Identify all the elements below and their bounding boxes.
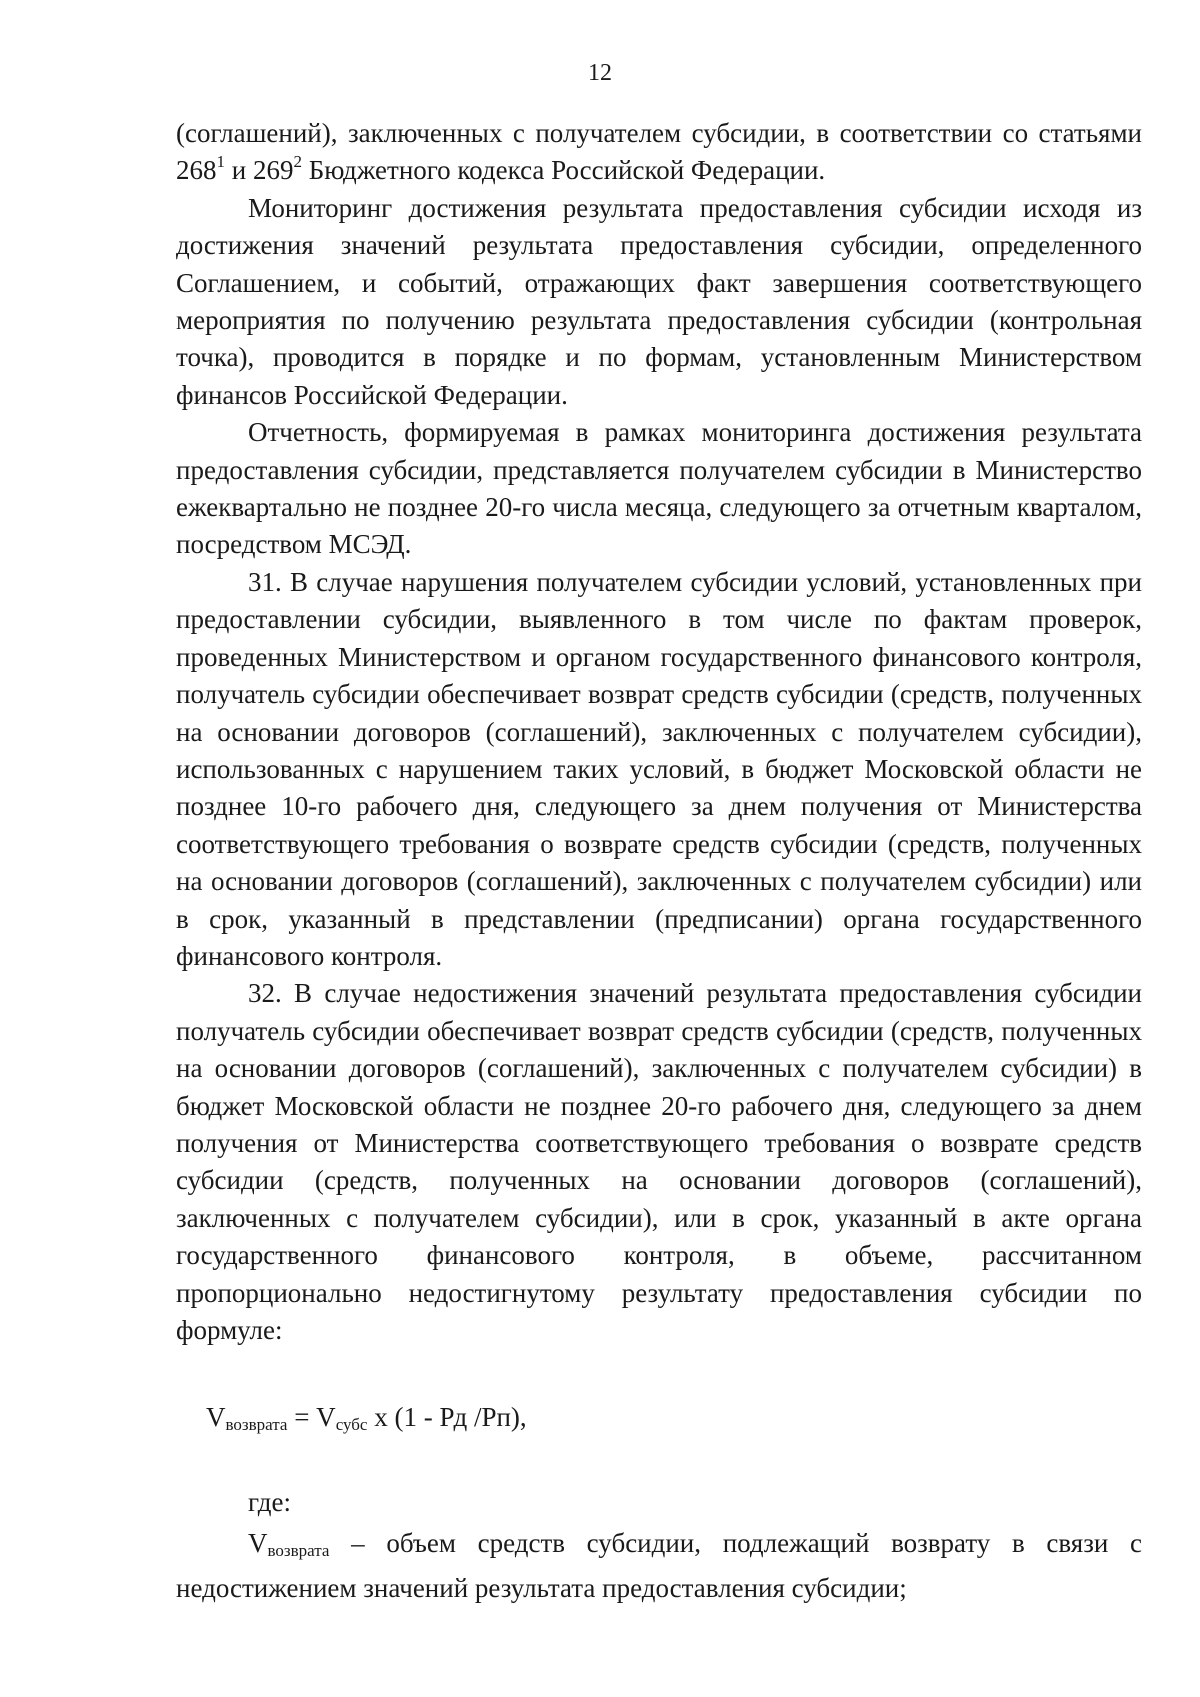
paragraph-monitoring: Мониторинг достижения результата предоставления субсидии исходя из достижения значений результата предоставления субсидии, определенного Соглашением, и событий, отражающих факт завершения соответствующего мероприятия по получению результата предоставления субсидии (контрольная точка), проводится в порядке и по формам, установленным Министерством финансов Российской Федерации.: [176, 192, 1142, 410]
paragraph-reporting: Отчетность, формируемая в рамках мониторинга достижения результата предоставления субсидии, представляется получателем субсидии в Министерство ежеквартально не позднее 20-го числа месяца, следующего за отчетным кварталом, посредством МСЭД.: [176, 417, 1142, 560]
where-label: где:: [248, 1486, 291, 1517]
clause-31: 31. В случае нарушения получателем субсидии условий, установленных при предоставлении субсидии, выявленного в том числе по фактам проверок, проведенных Министерством и органом государственного финансового контроля, получатель субсидии обеспечивает возврат средств субсидии (средств, полученных на основании договоров (соглашений), заключенных с получателем субсидии), использованных с нарушением таких условий, в бюджет Московской области не позднее 10-го рабочего дня, следующего за днем получения от Министерства соответствующего требования о возврате средств субсидии (средств, полученных на основании договоров (соглашений), заключенных с получателем субсидии) или в срок, указанный в представлении (предписании) органа государственного финансового контроля.: [176, 566, 1142, 971]
paragraph-continuation: (соглашений), заключенных с получателем субсидии, в соответствии со статьями $268^1$ и $269^2$ Бюджетного кодекса Российской Федерации.: [176, 118, 1142, 186]
page-number: 12: [588, 60, 612, 86]
clause-32: 32. В случае недостижения значений результата предоставления субсидии получатель субсидии обеспечивает возврат средств субсидии (средств, полученных на основании договоров (соглашений), заключенных с получателем субсидии) в бюджет Московской области не позднее 20-го рабочего дня, следующего за днем получения от Министерства соответствующего требования о возврате средств субсидии (средств, полученных на основании договоров (соглашений), заключенных с получателем субсидии), или в срок, указанный в акте органа государственного финансового контроля, в объеме, рассчитанном пропорционально недостигнутому результату предоставления субсидии по формуле:: [176, 978, 1142, 1345]
formula: $V_{возврата} = V_{субс}$ x (1 - Рд /Рп),: [206, 1402, 527, 1435]
definition-v-return: $V_{возврата}$ – объем средств субсидии, подлежащий возврату в связи с недостижением значений результата предоставления субсидии;: [176, 1528, 1142, 1603]
document-body: [176, 115, 1142, 1607]
